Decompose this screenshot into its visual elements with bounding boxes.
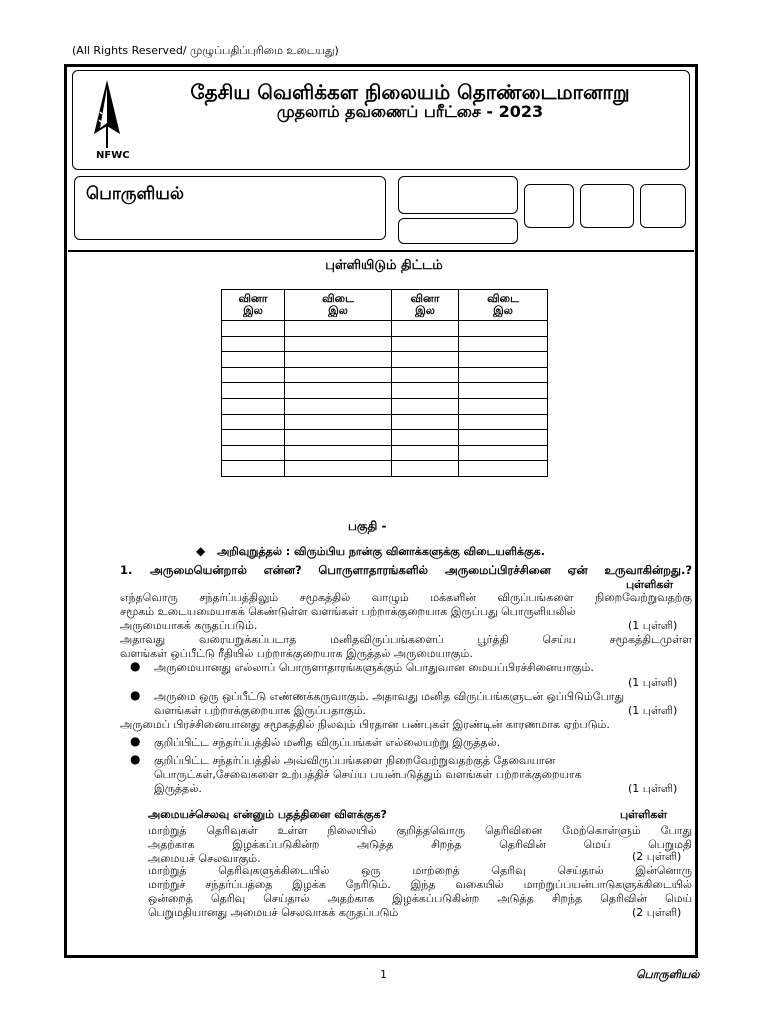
bullet-icon: ●: [130, 688, 141, 702]
table-cell: [459, 383, 548, 399]
table-cell: [459, 430, 548, 446]
table-cell: [392, 352, 459, 368]
answer-line: பொருட்கள்,சேவைகளை உற்பத்திச் செய்ய பயன்படுத்தும் வளங்கள் பற்றாக்குறையாக: [154, 768, 582, 781]
answer-line: வளங்கள் பற்றாக்குறையாக இருப்பதாகும்.: [154, 704, 367, 717]
answer-line: வளங்கள் ஒப்பீட்டு ரீதியில் பற்றாக்குறையாக இருத்தல் அருமையாகும்.: [120, 647, 473, 660]
table-cell: [459, 414, 548, 430]
table-cell: [222, 430, 285, 446]
answer-line: சமூகம் உடையமையாகக் கெண்டுள்ள வளங்கள் பற்றாக்குறையாக இருப்பது பொருளியலில்: [120, 605, 576, 618]
table-cell: [222, 336, 285, 352]
answer-line: பெறுமதியானது அமையச் செலவாகக் கருதப்படும்: [148, 906, 399, 919]
mark-value: (2 புள்ளி): [632, 906, 682, 919]
answer-line: அருமையானது எல்லாப் பொருளாதாரங்களுக்கும் பொதுவான மையப்பிரச்சினையாகும்.: [154, 661, 594, 674]
bullet-icon: ●: [130, 734, 141, 748]
rights-reserved-note: (All Rights Reserved/ முழுப்பதிப்புரிமை உடையது): [72, 44, 339, 57]
answer-line: அதற்காக இழக்கப்படுகின்ற அடுத்த சிறந்த தெரிவின் மெய் பெறுமதி: [148, 838, 692, 851]
table-header: விடை இல: [285, 290, 392, 321]
table-cell: [222, 398, 285, 414]
answer-line: எந்தவொரு சந்தர்ப்பத்திலும் சமூகத்தில் வாழும் மக்களின் விருப்பங்களை நிறைவேற்றுவதற்கு: [120, 591, 692, 604]
section-label: பகுதி -: [348, 519, 387, 533]
question-text: அருமையென்றால் என்ன? பொருளாதாரங்களில் அருமைப்பிரச்சினை ஏன் உருவாகின்றது.?: [150, 563, 692, 577]
mark-value: (1 புள்ளி): [628, 676, 678, 689]
table-cell: [285, 383, 392, 399]
answer-line: குறிப்பிட்ட சந்தர்ப்பத்தில் அவ்விருப்பங்களை நிறைவேற்றுவதற்குத் தேவையான: [154, 754, 556, 767]
bullet-icon: ●: [130, 752, 141, 766]
answer-line: அமையச் செலவாகும்.: [148, 852, 261, 865]
table-cell: [285, 445, 392, 461]
table-cell: [222, 367, 285, 383]
table-cell: [222, 414, 285, 430]
table-cell: [285, 352, 392, 368]
table-cell: [459, 352, 548, 368]
table-cell: [285, 367, 392, 383]
table-cell: [222, 321, 285, 337]
answer-line: மாற்றுத் தெரிவுகளுக்கிடையில் ஒரு மாற்றைத் தெரிவு செய்தால் இன்னொரு: [148, 864, 692, 877]
answer-line: இருத்தல்.: [154, 782, 202, 795]
table-cell: [285, 414, 392, 430]
mark-value: (1 புள்ளி): [628, 704, 678, 717]
answer-line: அருமையாகக் கருதப்படும்.: [120, 619, 258, 632]
institute-title: தேசிய வெளிக்கள நிலையம் தொண்டைமானாறு: [190, 80, 630, 104]
diamond-bullet-icon: ◆: [196, 544, 206, 558]
table-row: [222, 445, 548, 461]
index-box-top: [398, 176, 518, 214]
table-header: விடை இல: [459, 290, 548, 321]
table-row: [222, 336, 548, 352]
table-cell: [392, 321, 459, 337]
table-cell: [459, 461, 548, 477]
instruction: ◆ அறிவுறுத்தல் : விரும்பிய நான்கு வினாக்களுக்கு விடையளிக்குக.: [196, 544, 545, 558]
table-header: வினா இல: [392, 290, 459, 321]
answer-line: அதாவது வரையறுக்கப்படாத மனிதவிருப்பங்களைப் பூர்த்தி செய்ய சமூகத்திடமுள்ள: [120, 633, 692, 646]
question-2: அமையச்செலவு என்னும் பதத்தினை விளக்குக?: [148, 808, 387, 821]
exam-title: முதலாம் தவணைப் பரீட்சை - 2023: [276, 102, 544, 121]
table-row: [222, 367, 548, 383]
table-cell: [222, 352, 285, 368]
table-header-row: [222, 290, 548, 321]
table-cell: [459, 445, 548, 461]
nfwc-logo-icon: [82, 78, 132, 150]
mark-value: (1 புள்ளி): [628, 619, 678, 632]
table-row: [222, 352, 548, 368]
marking-scheme-title: புள்ளியிடும் திட்டம்: [325, 258, 443, 273]
table-cell: [285, 398, 392, 414]
table-cell: [285, 336, 392, 352]
mark-value: (2 புள்ளி): [632, 850, 682, 863]
bullet-icon: ●: [130, 659, 141, 673]
table-cell: [222, 383, 285, 399]
index-box-bottom: [398, 218, 518, 244]
table-header: வினா இல: [222, 290, 285, 321]
table-row: [222, 321, 548, 337]
answer-line: குறிப்பிட்ட சந்தர்ப்பத்தில் மனித விருப்பங்கள் எல்லையற்று இருத்தல்.: [154, 736, 501, 749]
divider-line: [68, 250, 694, 252]
answer-line: மாற்றுத் தெரிவுகள் உள்ள நிலையில் குறித்தவொரு தெரிவினை மேற்கொள்ளும் போது: [148, 824, 692, 837]
code-box-2: [580, 184, 634, 228]
table-cell: [285, 430, 392, 446]
table-cell: [459, 321, 548, 337]
table-cell: [392, 414, 459, 430]
table-cell: [459, 367, 548, 383]
answer-line: அருமை ஒரு ஒப்பீட்டு எண்ணக்கருவாகும். அதாவது மனித விருப்பங்களுடன் ஒப்பிடும்போது: [154, 690, 625, 703]
question-1: [120, 563, 698, 579]
code-box-1: [524, 184, 574, 228]
table-row: [222, 398, 548, 414]
table-cell: [392, 445, 459, 461]
footer-subject: பொருளியல்: [636, 968, 700, 981]
table-cell: [285, 321, 392, 337]
table-row: [222, 461, 548, 477]
table-cell: [459, 398, 548, 414]
mark-value: (1 புள்ளி): [628, 782, 678, 795]
table-cell: [222, 445, 285, 461]
table-row: [222, 414, 548, 430]
table-cell: [392, 383, 459, 399]
table-cell: [392, 367, 459, 383]
question-number: 1.: [120, 563, 133, 577]
answer-table: [221, 289, 548, 477]
logo-text: NFWC: [96, 150, 130, 161]
answer-line: அருமைப் பிரச்சினையானது சமூகத்தில் நிலவும் பிரதான பண்புகள் இரண்டின் காரணமாக ஏற்படும்.: [120, 718, 610, 731]
marks-header: புள்ளிகள்: [620, 808, 668, 821]
table-cell: [392, 430, 459, 446]
table-row: [222, 383, 548, 399]
answer-line: மாற்றுச் சந்தர்ப்பத்தை இழக்க நேரிடும். இந்த வகையில் மாற்றுப்பயன்பாடுகளுக்கிடையில்: [148, 878, 692, 891]
table-row: [222, 430, 548, 446]
answer-line: ஒன்றைத் தெரிவு செய்தால் அதற்காக இழக்கப்படுகின்ற அடுத்த சிறந்த தெரிவின் மெய்: [148, 892, 692, 905]
code-box-3: [640, 184, 686, 228]
table-cell: [285, 461, 392, 477]
table-cell: [392, 461, 459, 477]
table-cell: [222, 461, 285, 477]
page-number: 1: [380, 968, 387, 981]
subject-name: பொருளியல்: [86, 184, 184, 204]
table-cell: [392, 398, 459, 414]
table-cell: [392, 336, 459, 352]
marks-header: புள்ளிகள்: [626, 578, 674, 591]
table-cell: [459, 336, 548, 352]
